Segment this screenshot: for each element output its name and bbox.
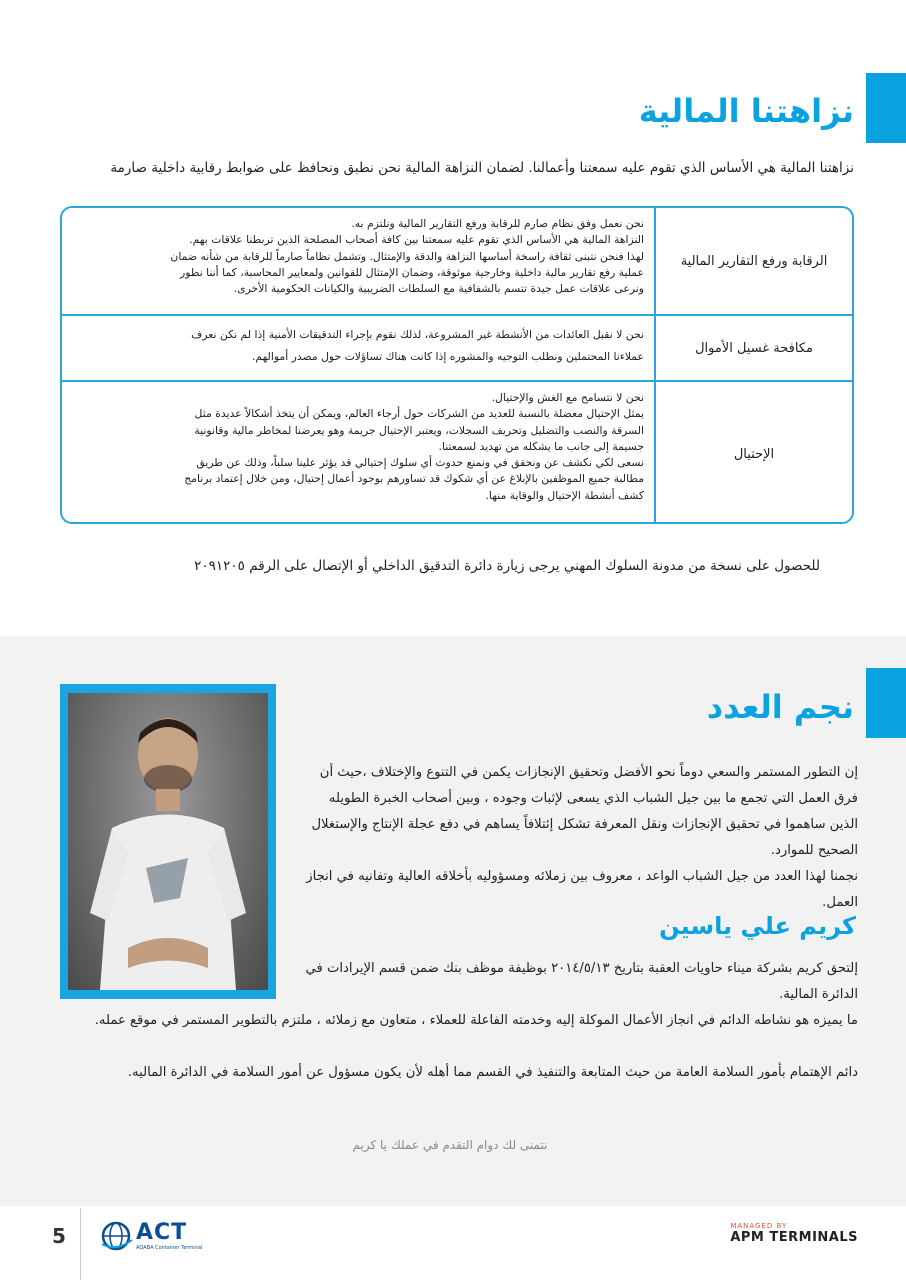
person-silhouette-icon bbox=[68, 693, 268, 990]
row-line: نحن لا نقبل العائدات من الأنشطة غير المشروعة، لذلك نقوم بإجراء التدقيقات الأمنية إذا لم نكن نعرف bbox=[191, 328, 644, 341]
section-accent-bar bbox=[866, 668, 906, 738]
row-line: لهذا فنحن نتبنى ثقافة راسخة أساسها النزاهة والدقة والإمتثال. وتشمل نظاماً صارماً للرقابة من شأنه ضمان bbox=[170, 249, 644, 263]
column-divider bbox=[654, 208, 656, 314]
policy-table bbox=[60, 206, 854, 524]
star-paragraph: إلتحق كريم بشركة ميناء حاويات العقبة بتاريخ ٢٠١٤/٥/١٣ بوظيفة موظف بنك ضمن قسم الإيرادات في الدائرة المالية. bbox=[305, 961, 858, 1002]
row-line: ونرعى علاقات عمل جيدة تتسم بالشفافية مع السلطات الضريبية والكيانات الحكومية الأخرى. bbox=[233, 282, 644, 296]
row-line: نحن نعمل وفق نظام صارم للرقابة ورفع التقارير المالية ونلتزم به. bbox=[351, 217, 644, 230]
act-logo-text: ACT bbox=[136, 1220, 188, 1245]
act-logo-subtext: AQABA Container Terminal bbox=[136, 1245, 203, 1251]
table-row bbox=[62, 316, 852, 380]
section-accent-bar bbox=[866, 73, 906, 143]
row-content bbox=[72, 390, 644, 504]
apm-terminals-logo bbox=[730, 1222, 858, 1245]
row-line: جسيمة إلى جانب ما يشكله من تهديد لسمعتنا. bbox=[438, 439, 644, 453]
column-divider bbox=[654, 316, 656, 380]
row-line: النزاهة المالية هي الأساس الذي تقوم عليه سمعتنا بين كافة أصحاب المصلحة الذين تربطنا علاقات بهم. bbox=[189, 233, 644, 247]
row-label: الإحتيال bbox=[733, 446, 775, 462]
apm-terminals-label: APM TERMINALS bbox=[730, 1230, 858, 1245]
star-paragraph: دائم الإهتمام بأمور السلامة العامة من حيث المتابعة والتنفيذ في القسم مما أهله لأن يكون مسؤول عن أمور السلامة في الدائرة الماليه. bbox=[127, 1065, 858, 1080]
section-title: نجم العدد bbox=[706, 688, 854, 726]
row-content bbox=[72, 216, 644, 297]
intro-paragraph: إن التطور المستمر والسعي دوماً نحو الأفضل وتحقيق الإنجازات يكمن في التنوع والإختلاف ،حيث أن فرق العمل التي تجمع ما بين جيل الشباب الذي يسعى لإثبات وجوده ، وبين أصحاب الخبرة الطويله الذين ساهموا في تحقيق الإنجازات ونقل المعرفة تشكل إئتلافاً يساهم في دفع عجلة الإنتاج والإستغلال الصحيح للموارد. bbox=[311, 765, 858, 858]
row-label: مكافحة غسيل الأموال bbox=[695, 340, 813, 356]
row-line: عملاءنا المحتملين ونطلب التوجيه والمشوره إذا كانت هناك تساؤلات حول مصدر أموالهم. bbox=[251, 350, 644, 363]
row-label: الرقابة ورفع التقارير المالية bbox=[680, 253, 828, 269]
column-divider bbox=[654, 382, 656, 524]
footer-divider bbox=[80, 1208, 81, 1280]
page-number: 5 bbox=[52, 1224, 66, 1248]
star-paragraph: نجمنا لهذا العدد من جيل الشباب الواعد ، معروف بين زملائه ومسؤوليه بأخلاقه العالية وتفانيه في انجاز العمل. bbox=[306, 869, 858, 910]
act-logo bbox=[100, 1218, 210, 1258]
section-title: نزاهتنا المالية bbox=[638, 92, 854, 130]
row-line: نحن لا نتسامح مع الغش والإحتيال. bbox=[491, 391, 644, 404]
employee-photo bbox=[68, 693, 268, 990]
employee-photo-frame bbox=[60, 684, 276, 999]
intro-paragraph: نزاهتنا المالية هي الأساس الذي تقوم عليه سمعتنا وأعمالنا. لضمان النزاهة المالية نحن نطبق ونحافظ على ضوابط رقابية داخلية صارمة bbox=[110, 160, 854, 176]
row-line: عملية رفع تقارير مالية داخلية وخارجية موثوقة، وضمان الإمتثال للقوانين ولمعايير المحاسبة، كما أننا نطور bbox=[180, 265, 644, 279]
wish-text: نتمنى لك دوام التقدم في عملك يا كريم bbox=[352, 1138, 548, 1152]
row-line: مطالبة جميع الموظفين بالإبلاغ عن أي شكوك قد تساورهم بوجود أعمال إحتيال، ومن خلال إعتماد برنامج bbox=[184, 472, 644, 486]
managed-by-label: MANAGED BY bbox=[730, 1222, 788, 1230]
table-row bbox=[62, 208, 852, 314]
employee-name: كريم علي ياسين bbox=[659, 912, 856, 940]
star-paragraph: ما يميزه هو نشاطه الدائم في انجاز الأعمال الموكلة إليه وخدمته الفاعلة للعملاء ، متعاون مع زملائه ، ملتزم بالتطوير المستمر في موقع عمله. bbox=[94, 1013, 858, 1028]
row-content bbox=[72, 324, 644, 368]
table-row bbox=[62, 382, 852, 524]
code-of-conduct-note: للحصول على نسخة من مدونة السلوك المهني يرجى زيارة دائرة التدقيق الداخلي أو الإتصال على الرقم ٢٠٩١٢٠٥ bbox=[194, 558, 820, 574]
row-line: نسعى لكي نكشف عن ونحقق في ونمنع حدوث أي سلوك إحتيالي قد يؤثر علينا سلباً، وذلك عن طريق bbox=[196, 456, 644, 470]
row-line: السرقة والنصب والتضليل وتحريف السجلات، ويعتبر الإحتيال جريمة وهو يعرضنا لمخاطر مالية وقانونية bbox=[194, 423, 644, 437]
row-line: كشف أنشطة الإحتيال والوقاية منها. bbox=[485, 488, 644, 502]
row-line: يمثل الإحتيال معضلة بالنسبة للعديد من الشركات حول أرجاء العالم، ويمكن أن يتخذ أشكالاً عديدة مثل bbox=[194, 407, 644, 421]
